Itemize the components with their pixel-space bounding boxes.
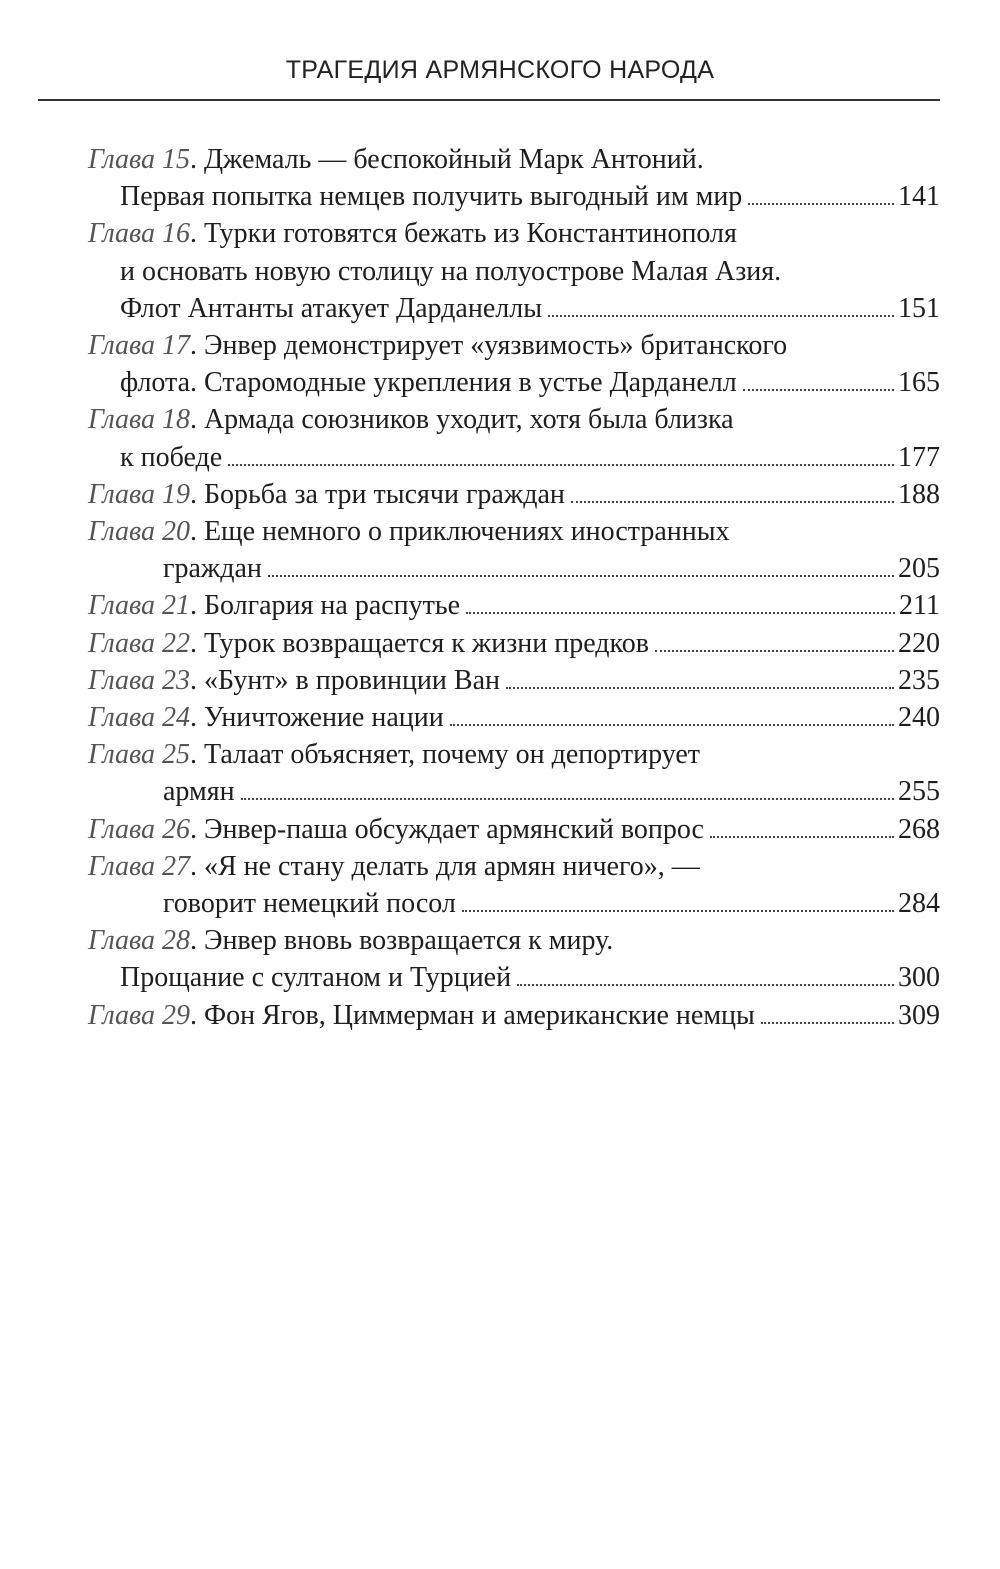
chapter-title-text: . Турок возвращается к жизни предков [189,627,649,659]
chapter-title-text: . Энвер демонстрирует «уязвимость» британского [189,330,788,362]
page-number: 220 [898,627,940,659]
page-number: 284 [898,888,940,920]
page-number: 141 [898,181,940,213]
chapter-title-text: . Еще немного о приключениях иностранных [189,516,730,548]
chapter-label: Глава 28 [88,925,190,957]
chapter-title-text: . Турки готовятся бежать из Константинополя [189,218,737,250]
page-number: 235 [898,664,940,696]
dot-leader [450,724,894,726]
chapter-title-text: . Талаат объясняет, почему он депортирует [189,739,701,771]
chapter-label: Глава 19 [88,478,190,510]
dot-leader [748,203,894,205]
toc-entry [88,476,940,513]
chapter-label: Глава 23 [88,664,190,696]
chapter-label: Глава 16 [88,218,190,250]
toc-entry [88,401,940,475]
toc-line [88,215,940,252]
toc-line [88,997,940,1034]
toc-line [88,773,940,810]
toc-entry [88,848,940,922]
table-of-contents [88,141,940,1034]
toc-line [88,625,940,662]
dot-leader [228,464,894,466]
dot-leader [743,389,894,391]
toc-entry [88,327,940,401]
chapter-title-text: говорит немецкий посол [163,888,456,920]
dot-leader [548,315,894,317]
chapter-title-text: армян [163,776,235,808]
toc-entry [88,662,940,699]
chapter-title-text: . Болгария на распутье [189,590,461,622]
chapter-label: Глава 29 [88,999,190,1031]
toc-line [88,364,940,401]
page-number: 268 [898,813,940,845]
chapter-title-text: . Энвер вновь возвращается к миру. [189,925,614,957]
chapter-title-text: Флот Антанты атакует Дарданеллы [120,292,543,324]
chapter-label: Глава 18 [88,404,190,436]
chapter-label: Глава 22 [88,627,190,659]
chapter-title-text: . Борьба за три тысячи граждан [189,478,565,510]
chapter-title-text: . Энвер-паша обсуждает армянский вопрос [189,813,704,845]
toc-line [88,290,940,327]
chapter-label: Глава 17 [88,330,190,362]
dot-leader [761,1022,894,1024]
page-number: 188 [898,478,940,510]
chapter-title-text: Первая попытка немцев получить выгодный им мир [120,181,743,213]
toc-line [88,550,940,587]
chapter-title-text: . Фон Ягов, Циммерман и американские немцы [189,999,755,1031]
dot-leader [462,910,894,912]
chapter-label: Глава 20 [88,516,190,548]
chapter-title-text: и основать новую столицу на полуострове Малая Азия. [120,255,782,287]
chapter-title-text: . Джемаль — беспокойный Марк Антоний. [189,144,704,175]
dot-leader [517,984,894,986]
toc-entry [88,587,940,624]
toc-line [88,513,940,550]
chapter-title-text: Прощание с султаном и Турцией [120,962,512,994]
chapter-label: Глава 24 [88,702,190,734]
dot-leader [506,687,894,689]
toc-line [88,848,940,885]
toc-entry [88,922,940,996]
running-header: ТРАГЕДИЯ АРМЯНСКОГО НАРОДА [285,56,715,84]
toc-entry [88,625,940,662]
page-number: 151 [898,292,940,324]
toc-entry [88,811,940,848]
page-number: 300 [898,962,940,994]
page-number: 205 [898,553,940,585]
toc-line [88,662,940,699]
toc-line [88,141,940,178]
dot-leader [655,650,894,652]
chapter-label: Глава 15 [88,144,190,175]
chapter-title-text: . «Бунт» в провинции Ван [189,664,500,696]
toc-entry [88,997,940,1034]
chapter-label: Глава 25 [88,739,190,771]
toc-line [88,253,940,290]
toc-line [88,327,940,364]
toc-line [88,178,940,215]
toc-entry [88,513,940,587]
toc-line [88,439,940,476]
chapter-label: Глава 27 [88,850,190,882]
page-number: 255 [898,776,940,808]
page-number: 165 [898,367,940,399]
toc-line [88,401,940,438]
toc-entry [88,736,940,810]
toc-entry [88,215,940,327]
chapter-title-text: флота. Старомодные укрепления в устье Дарданелл [120,367,737,399]
dot-leader [241,798,894,800]
toc-entry [88,699,940,736]
chapter-title-text: граждан [163,553,262,585]
toc-line [88,587,940,624]
page-number: 240 [898,702,940,734]
toc-line [88,885,940,922]
toc-line [88,736,940,773]
toc-line [88,699,940,736]
chapter-title-text: . Уничтожение нации [189,702,444,734]
toc-line [88,922,940,959]
chapter-title-text: . «Я не стану делать для армян ничего», — [189,850,700,882]
dot-leader [571,501,894,503]
chapter-title-text: . Армада союзников уходит, хотя была близка [189,404,734,436]
chapter-title-text: к победе [120,441,223,473]
dot-leader [268,575,894,577]
page-number: 211 [899,590,940,622]
toc-line [88,811,940,848]
chapter-label: Глава 26 [88,813,190,845]
chapter-label: Глава 21 [88,590,190,622]
toc-entry [88,141,940,215]
toc-line [88,959,940,996]
dot-leader [466,612,895,614]
page-number: 177 [898,441,940,473]
dot-leader [710,836,894,838]
toc-line [88,476,940,513]
header-rule [38,99,940,101]
page-number: 309 [898,999,940,1031]
